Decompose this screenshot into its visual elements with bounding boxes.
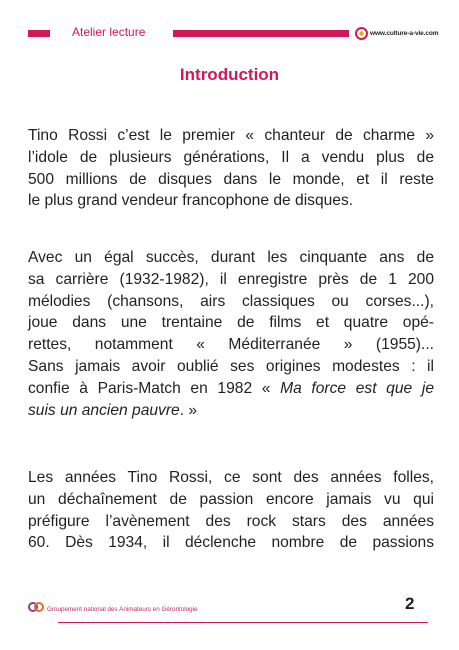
culture-a-vie-logo-icon [355, 27, 368, 40]
footer-org-text: Groupement national des Animateurs en Gérontologie [47, 606, 198, 613]
header-accent-bar-left [28, 30, 50, 37]
header-accent-bar [173, 30, 349, 37]
text-segment: confie à Paris-Match en 1982 « [28, 379, 281, 397]
paragraph-1 [28, 125, 434, 212]
text-line [28, 400, 434, 422]
page-number: 2 [405, 594, 415, 613]
paragraph-3 [28, 467, 434, 554]
text-line: 60. Dès 1934, il déclenche nombre de passions [28, 534, 434, 552]
header-title: Atelier lecture [72, 25, 146, 39]
gag-logo-icon [28, 600, 44, 619]
text-line: le plus grand vendeur francophone de disques. [28, 192, 354, 210]
text-line: joue dans une trentaine de films et quatre opé- [28, 314, 434, 332]
text-line: 500 millions de disques dans le monde, et il reste [28, 170, 434, 188]
header-logo [355, 26, 438, 40]
footer-divider [58, 622, 428, 623]
quote-italic: suis un ancien pauvre [28, 401, 180, 419]
header-logo-text: www.culture-a-vie.com [370, 29, 439, 37]
text-segment: . » [179, 401, 198, 419]
text-line: Avec un égal succès, durant les cinquante ans de [28, 249, 434, 266]
text-line: mélodies (chansons, airs classiques ou corses...), [28, 292, 434, 310]
text-line: rettes, notamment « Méditerranée » (1955)... [28, 336, 434, 354]
text-line: Tino Rossi c’est le premier « chanteur de charme » [28, 127, 434, 144]
text-line: l’idole de plusieurs générations, Il a vendu plus de [28, 148, 434, 166]
text-line: Sans jamais avoir oublié ses origines modestes : il [28, 357, 434, 375]
text-line: préfigure l’avènement des rock stars des années [28, 512, 434, 530]
footer-logo [28, 600, 198, 619]
text-line: un déchaînement de passion encore jamais vu qui [28, 490, 434, 508]
text-line: Les années Tino Rossi, ce sont des années folles, [28, 469, 434, 486]
text-line [28, 378, 434, 400]
page-title: Introduction [179, 65, 280, 84]
text-line: sa carrière (1932-1982), il enregistre près de 1 200 [28, 270, 434, 288]
quote-italic: Ma force est que je [280, 379, 434, 397]
paragraph-2 [28, 247, 434, 421]
